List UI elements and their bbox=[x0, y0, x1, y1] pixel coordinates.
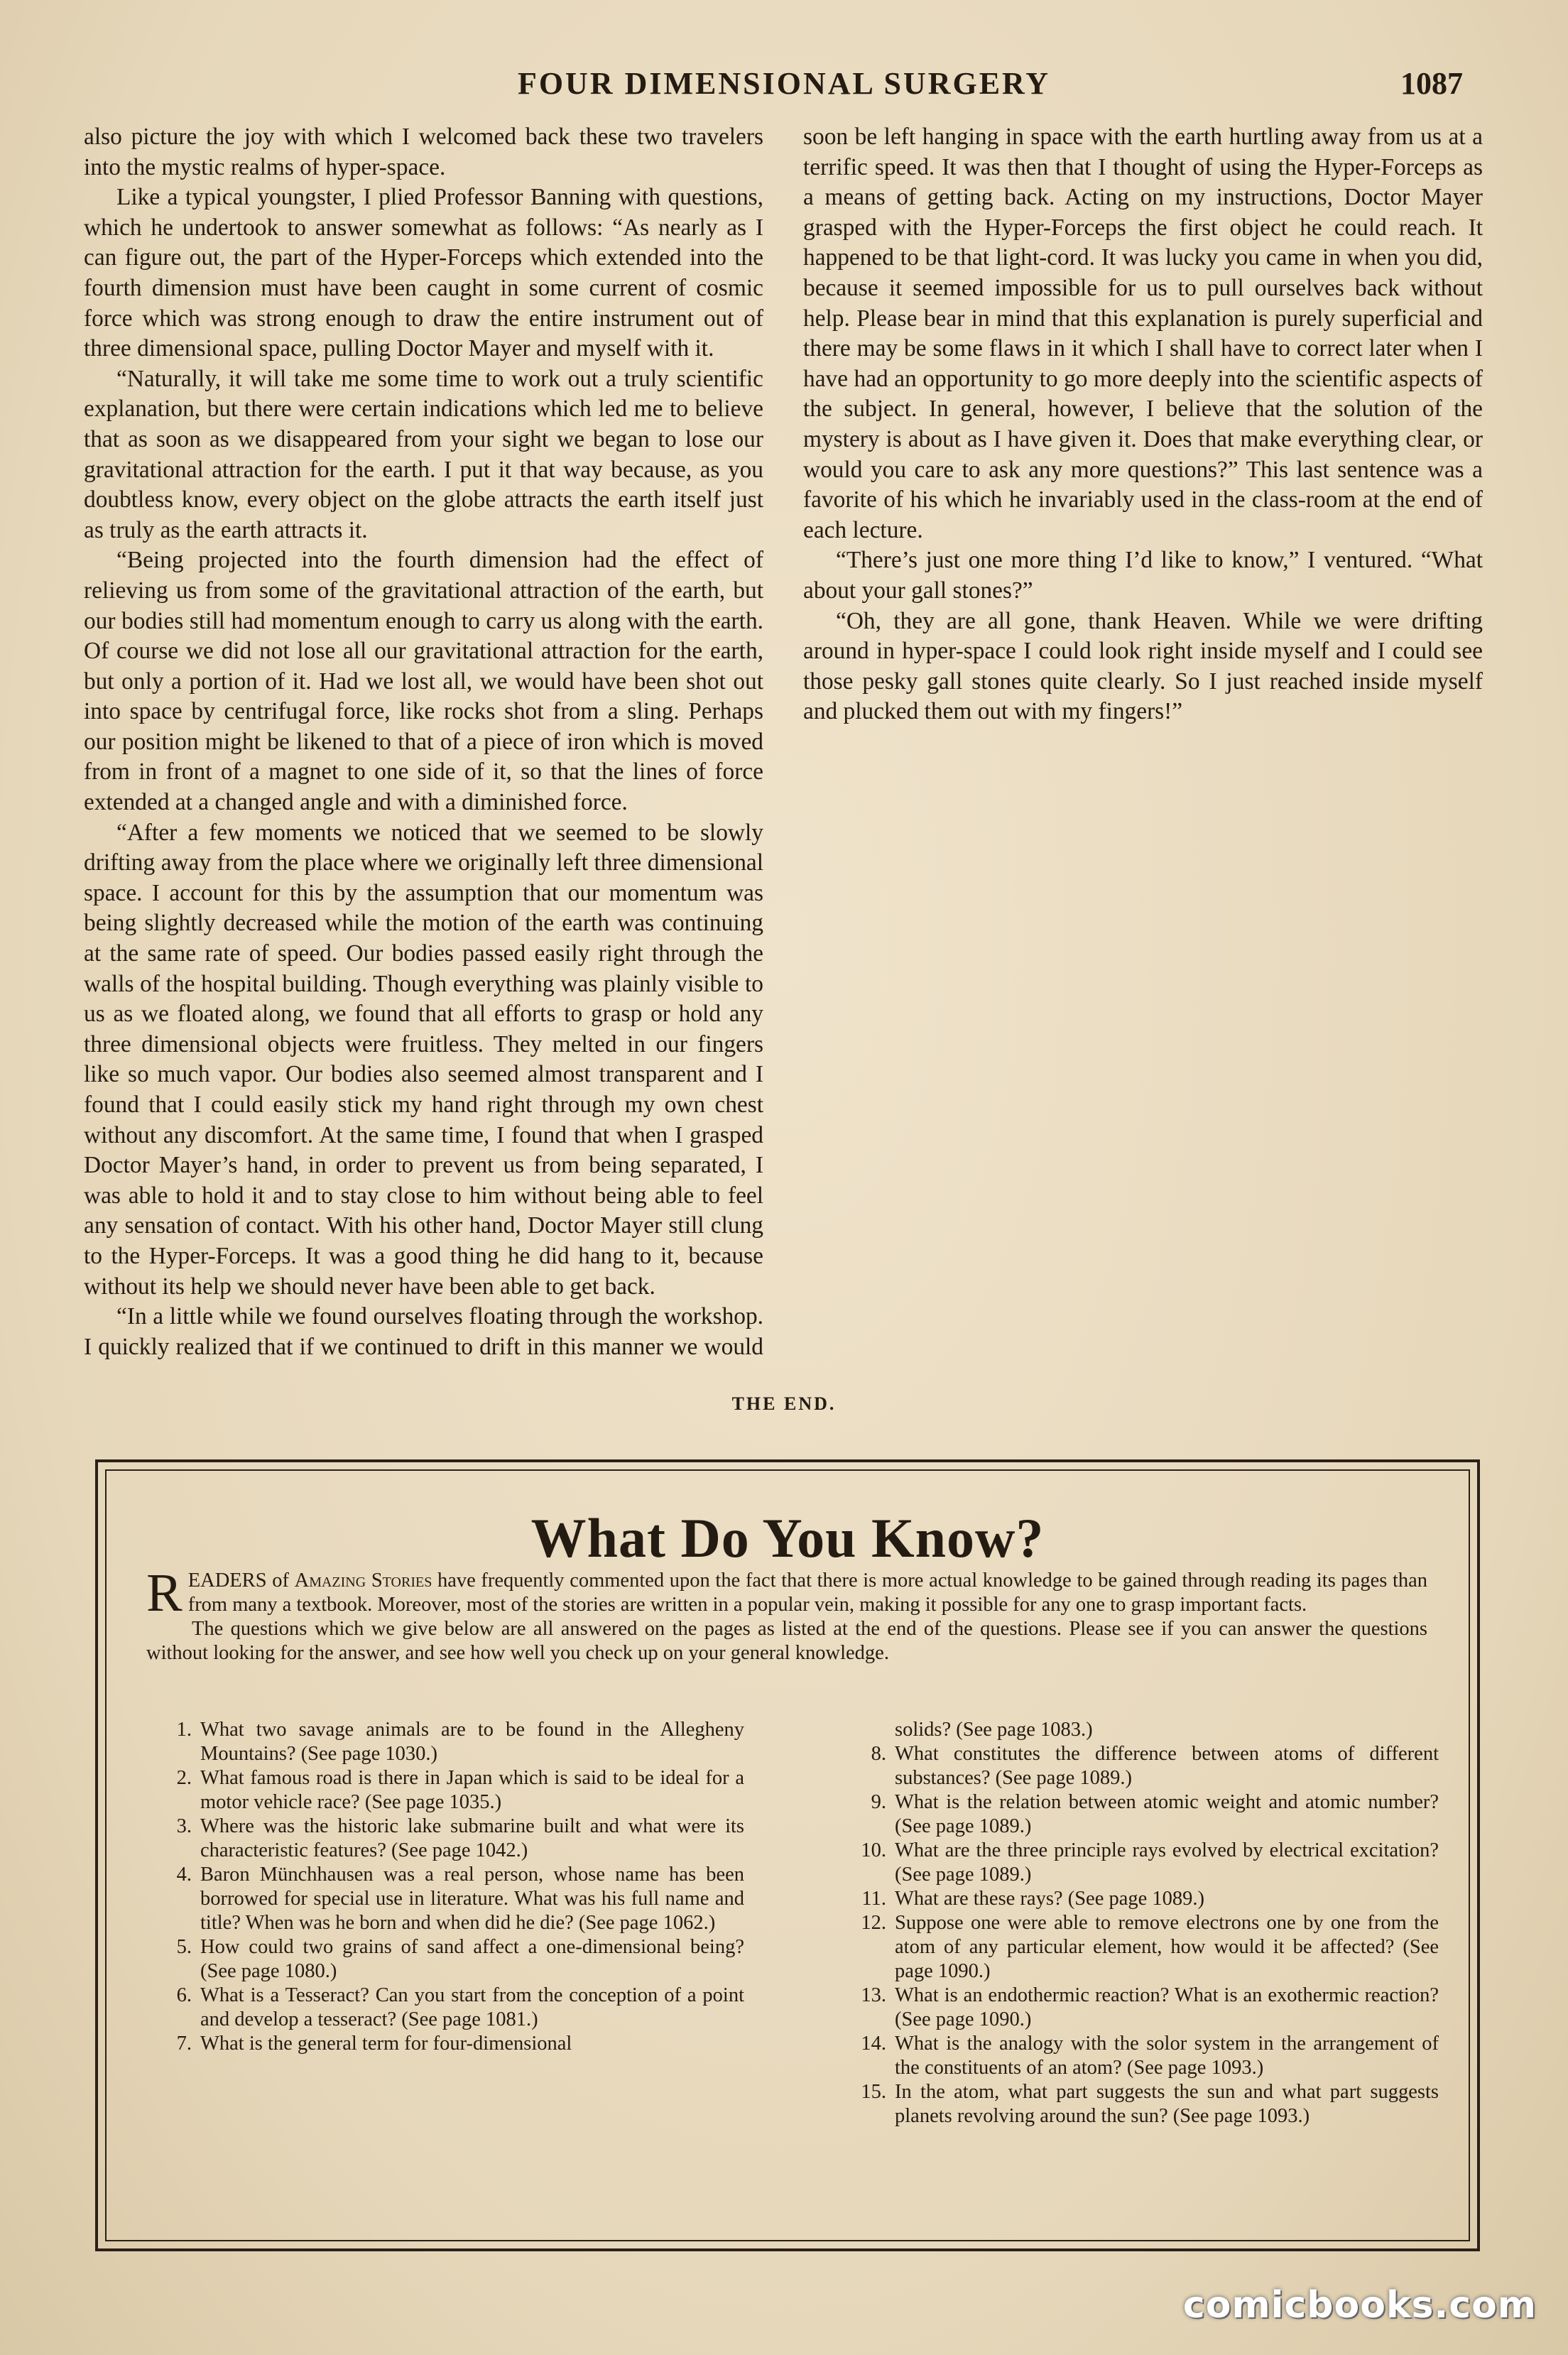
story-paragraph: “Oh, they are all gone, thank Heaven. While we were drifting around in hyper-space I could look right inside myself and I could see those pesky gall stones quite clearly. So I just reached inside myself and plucked them out with my fingers!” bbox=[803, 607, 1483, 725]
question-text: What two savage animals are to be found in the Allegheny Mountains? (See page 1030.) bbox=[200, 1719, 744, 1765]
running-head bbox=[84, 65, 1484, 108]
question-continuation bbox=[849, 1718, 1439, 1742]
question-item bbox=[849, 2032, 1439, 2080]
intro-of: of bbox=[272, 1570, 289, 1592]
question-text: In the atom, what part suggests the sun and what part suggests planets revolving around the sun? (See page 1093.) bbox=[895, 2081, 1439, 2127]
question-number: 6. bbox=[176, 1984, 192, 2006]
question-number: 15. bbox=[861, 2081, 886, 2103]
quiz-intro-paragraph bbox=[146, 1563, 1428, 1623]
question-number: 14. bbox=[861, 2033, 886, 2055]
question-text: Suppose one were able to remove electrons one by one from the atom of any particular element, how would it be affected? (See page 1090.) bbox=[895, 1912, 1439, 1982]
question-item bbox=[155, 1935, 744, 1984]
intro-rest: have frequently commented upon the fact that there is more actual knowledge to be gained through reading its pages than from many a textbook. Moreover, most of the stories are written in a popular vein, making it possible for any one to grasp important facts. bbox=[187, 1570, 1428, 1616]
question-text: Where was the historic lake submarine built and what were its characteristic features? (See page 1042.) bbox=[200, 1815, 744, 1861]
story-text bbox=[84, 122, 1483, 1386]
question-number: 1. bbox=[176, 1719, 192, 1741]
question-text: How could two grains of sand affect a one-dimensional being? (See page 1080.) bbox=[200, 1936, 744, 1982]
magazine-name: Amazing Stories bbox=[294, 1570, 432, 1592]
question-text: Baron Münchhausen was a real person, whose name has been borrowed for special use in literature. What was his full name and title? When was he born and when did he die? (See page 1062.) bbox=[200, 1864, 744, 1934]
question-item bbox=[849, 1887, 1439, 1911]
question-text: What is an endothermic reaction? What is an exothermic reaction? (See page 1090.) bbox=[895, 1984, 1439, 2030]
story-paragraph: “After a few moments we noticed that we seemed to be slowly drifting away from the place where we originally left three dimensional space. I account for this by the assumption that our momentum was being slightly decreased while the motion of the earth was continuing at the same rate of speed. Our bodies passed easily right through the walls of the hospital building. Though everything was plainly visible to us as we floated along, we found that all efforts to grasp or hold any three dimensional objects were fruitless. They melted in our fingers like so much vapor. Our bodies also seemed almost transparent and I found that I could easily stick my hand right through my own chest without any discomfort. At the same time, I found that when I grasped Doctor Mayer’s hand, in order to prevent us from being separated, I was able to hold it and to stay close to him without being able to feel any sensation of contact. With his other hand, Doctor Mayer still clung to the Hyper-Forceps. It was a good thing he did hang to it, because without its help we should never have been able to get back. bbox=[84, 819, 763, 1300]
question-text: What constitutes the difference between atoms of different substances? (See page 1089.) bbox=[895, 1743, 1439, 1789]
question-item bbox=[155, 1984, 744, 2032]
question-item bbox=[849, 1790, 1439, 1839]
question-number: 7. bbox=[176, 2033, 192, 2055]
running-title: FOUR DIMENSIONAL SURGERY bbox=[517, 66, 1051, 101]
quiz-box bbox=[95, 1459, 1480, 2251]
question-text: What famous road is there in Japan which is said to be ideal for a motor vehicle race? (See page 1035.) bbox=[200, 1767, 744, 1813]
question-number: 13. bbox=[861, 1984, 886, 2006]
question-number: 3. bbox=[176, 1815, 192, 1837]
question-number: 5. bbox=[176, 1936, 192, 1958]
story-paragraph: “Being projected into the fourth dimension had the effect of relieving us from some of the gravitational attraction of the earth, but our bodies still had momentum enough to carry us along with the earth. Of course we did not lose all our gravitational attraction for the earth, but only a portion of it. Had we lost all, we would have been shot out into space by centrifugal force, like rocks shot from a sling. Perhaps our position might be likened to that of a piece of iron which is moved from in front of a magnet to one side of it, so that the lines of force extended at a changed angle and with a diminished force. bbox=[84, 547, 763, 816]
story-paragraph: “Naturally, it will take me some time to work out a truly scientific explanation, but there were certain indications which led me to believe that as soon as we disappeared from your sight we began to lose our gravitational attraction for the earth. I put it that way because, as you doubtless know, every object on the globe attracts the earth itself just as truly as the earth attracts it. bbox=[84, 365, 763, 543]
question-number: 4. bbox=[176, 1864, 192, 1886]
site-watermark: comicbooks.com bbox=[1182, 2284, 1537, 2327]
question-text: What is the relation between atomic weight and atomic number? (See page 1089.) bbox=[895, 1791, 1439, 1837]
page-number: 1087 bbox=[1400, 66, 1463, 101]
question-number: 8. bbox=[871, 1743, 886, 1765]
drop-cap: R bbox=[146, 1563, 183, 1623]
quiz-title: What Do You Know? bbox=[530, 1507, 1045, 1569]
question-item bbox=[155, 2032, 744, 2056]
question-item bbox=[849, 1839, 1439, 1887]
quiz-intro bbox=[146, 1563, 1428, 1665]
question-text: What are these rays? (See page 1089.) bbox=[895, 1888, 1205, 1910]
story-paragraph: “There’s just one more thing I’d like to know,” I ventured. “What about your gall stones?” bbox=[803, 547, 1483, 604]
question-item bbox=[155, 1863, 744, 1935]
question-number: 12. bbox=[861, 1912, 886, 1934]
question-text: What is the analogy with the solor system in the arrangement of the constituents of an atom? (See page 1093.) bbox=[895, 2033, 1439, 2079]
questions-left-column bbox=[155, 1718, 744, 2056]
question-text: What is a Tesseract? Can you start from the conception of a point and develop a tesseract? (See page 1081.) bbox=[200, 1984, 744, 2030]
the-end-label: THE END. bbox=[731, 1393, 837, 1414]
question-item bbox=[849, 1742, 1439, 1790]
question-item bbox=[155, 1815, 744, 1863]
question-text: What are the three principle rays evolved by electrical excitation? (See page 1089.) bbox=[895, 1839, 1439, 1886]
story-paragraph: Like a typical youngster, I plied Professor Banning with questions, which he undertook to answer somewhat as follows: “As nearly as I can figure out, the part of the Hyper-Forceps which extended into the fourth dimension must have been caught in some current of cosmic force which was strong enough to draw the entire instrument out of three dimensional space, pulling Doctor Mayer and myself with it. bbox=[84, 184, 763, 362]
question-text: What is the general term for four-dimensional bbox=[200, 2033, 572, 2055]
question-item bbox=[849, 1984, 1439, 2032]
question-number: 2. bbox=[176, 1767, 192, 1789]
quiz-intro-paragraph-2: The questions which we give below are all answered on the pages as listed at the end of the questions. Please see if you can answer the questions without looking for the answer, and see how well you check up on your general knowledge. bbox=[146, 1618, 1427, 1664]
question-number: 9. bbox=[871, 1791, 886, 1813]
question-item bbox=[849, 1911, 1439, 1984]
story-paragraph: “In a little while we found ourselves floating through the workshop. I quickly realized that if we continued to drift in this manner we would soon be left hanging in space with the earth hurtling away from us at a terrific speed. It was then that I thought of using the Hyper-Forceps as a means of getting back. Acting on my instructions, Doctor Mayer grasped with the Hyper-Forceps the first object he could reach. It happened to be that light-cord. It was lucky you came in when you did, because it seemed impossible for us to pull ourselves back without help. Please bear in mind that this explanation is purely superficial and there may be some flaws in it which I shall have to correct later when I have had an opportunity to go more deeply into the scientific aspects of the subject. In general, however, I believe that the solution of the mystery is about as I have given it. Does that make everything clear, or would you care to ask any more questions?” This last sentence was a favorite of his which he invariably used in the class-room at the end of each lecture. bbox=[84, 124, 1483, 1360]
intro-first-word: EADERS bbox=[187, 1570, 267, 1592]
question-text: solids? (See page 1083.) bbox=[895, 1719, 1093, 1741]
question-item bbox=[849, 2080, 1439, 2128]
question-number: 11. bbox=[861, 1888, 886, 1910]
question-item bbox=[155, 1718, 744, 1766]
question-number: 10. bbox=[861, 1839, 886, 1861]
questions-right-column bbox=[849, 1718, 1439, 2128]
story-paragraph: also picture the joy with which I welcomed back these two travelers into the mystic realms of hyper-space. bbox=[84, 124, 763, 180]
question-item bbox=[155, 1766, 744, 1815]
